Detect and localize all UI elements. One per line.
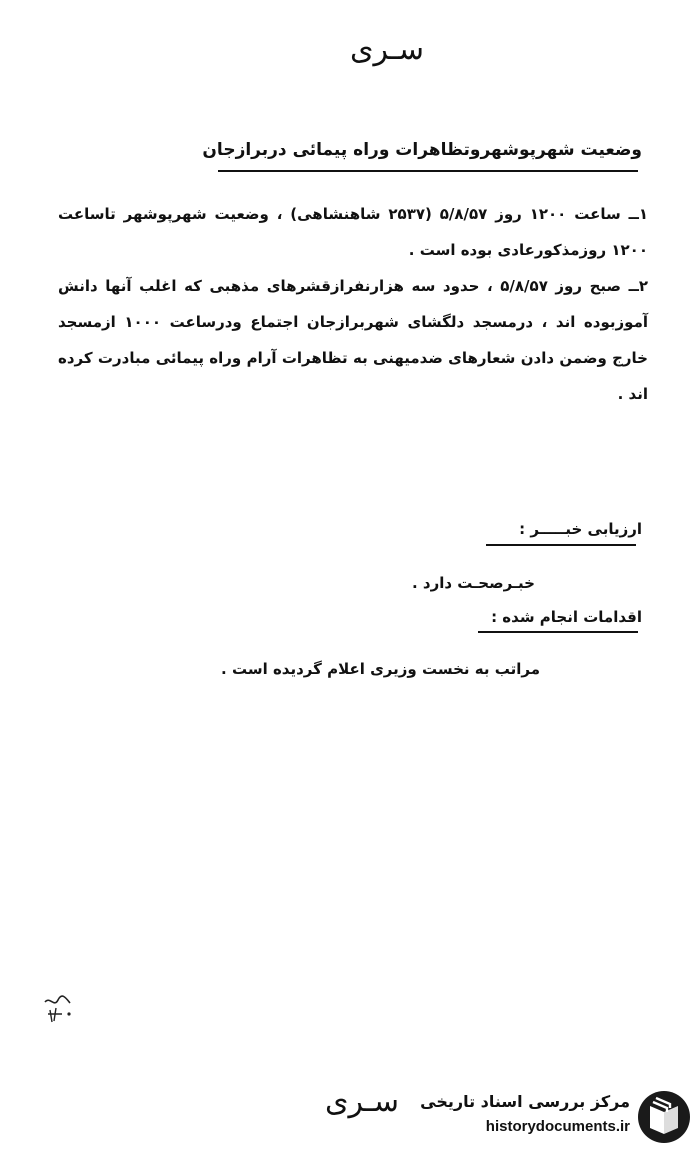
archive-book-logo-icon	[636, 1088, 692, 1146]
paragraph-2: ۲ــ صبح روز ۵/۸/۵۷ ، حدود سه هزارنفرازقشرهای مذهبی که اغلب آنها دانش آموزبوده اند ، درمسجد دلگشای شهربرازجان اجتماع ودرساعت ۱۰۰۰ ازمسجد خارج وضمن دادن شعارهای ضدمیهنی به تظاهرات آرام وراه پیمائی مبادرت کرده اند .	[58, 277, 648, 403]
watermark-url: historydocuments.ir	[485, 1118, 630, 1135]
assessment-text: خبـرصحـت دارد .	[411, 574, 535, 592]
paragraph-1: ۱ــ ساعت ۱۲۰۰ روز ۵/۸/۵۷ (۲۵۳۷ شاهنشاهی) ، وضعیت شهرپوشهر تاساعت ۱۲۰۰ روزمذکورعادی بوده است .	[58, 205, 648, 259]
classification-top: سـری	[350, 32, 424, 67]
actions-text: مراتب به نخست وزیری اعلام گردیده است .	[221, 660, 540, 678]
archive-watermark	[420, 1088, 692, 1146]
assessment-underline	[486, 544, 636, 546]
classification-bottom: سـری	[325, 1084, 399, 1119]
document-subject: وضعیت شهرپوشهروتظاهرات وراه پیمائی دربرازجان	[202, 140, 642, 160]
subject-underline	[218, 170, 638, 172]
actions-underline	[478, 631, 638, 633]
handwritten-margin-mark	[42, 994, 76, 1024]
watermark-title: مرکز بررسی اسناد تاریخی	[420, 1092, 630, 1111]
actions-heading: اقدامات انجام شده :	[491, 608, 642, 626]
assessment-heading: ارزیابی خبـــــر :	[519, 520, 642, 538]
